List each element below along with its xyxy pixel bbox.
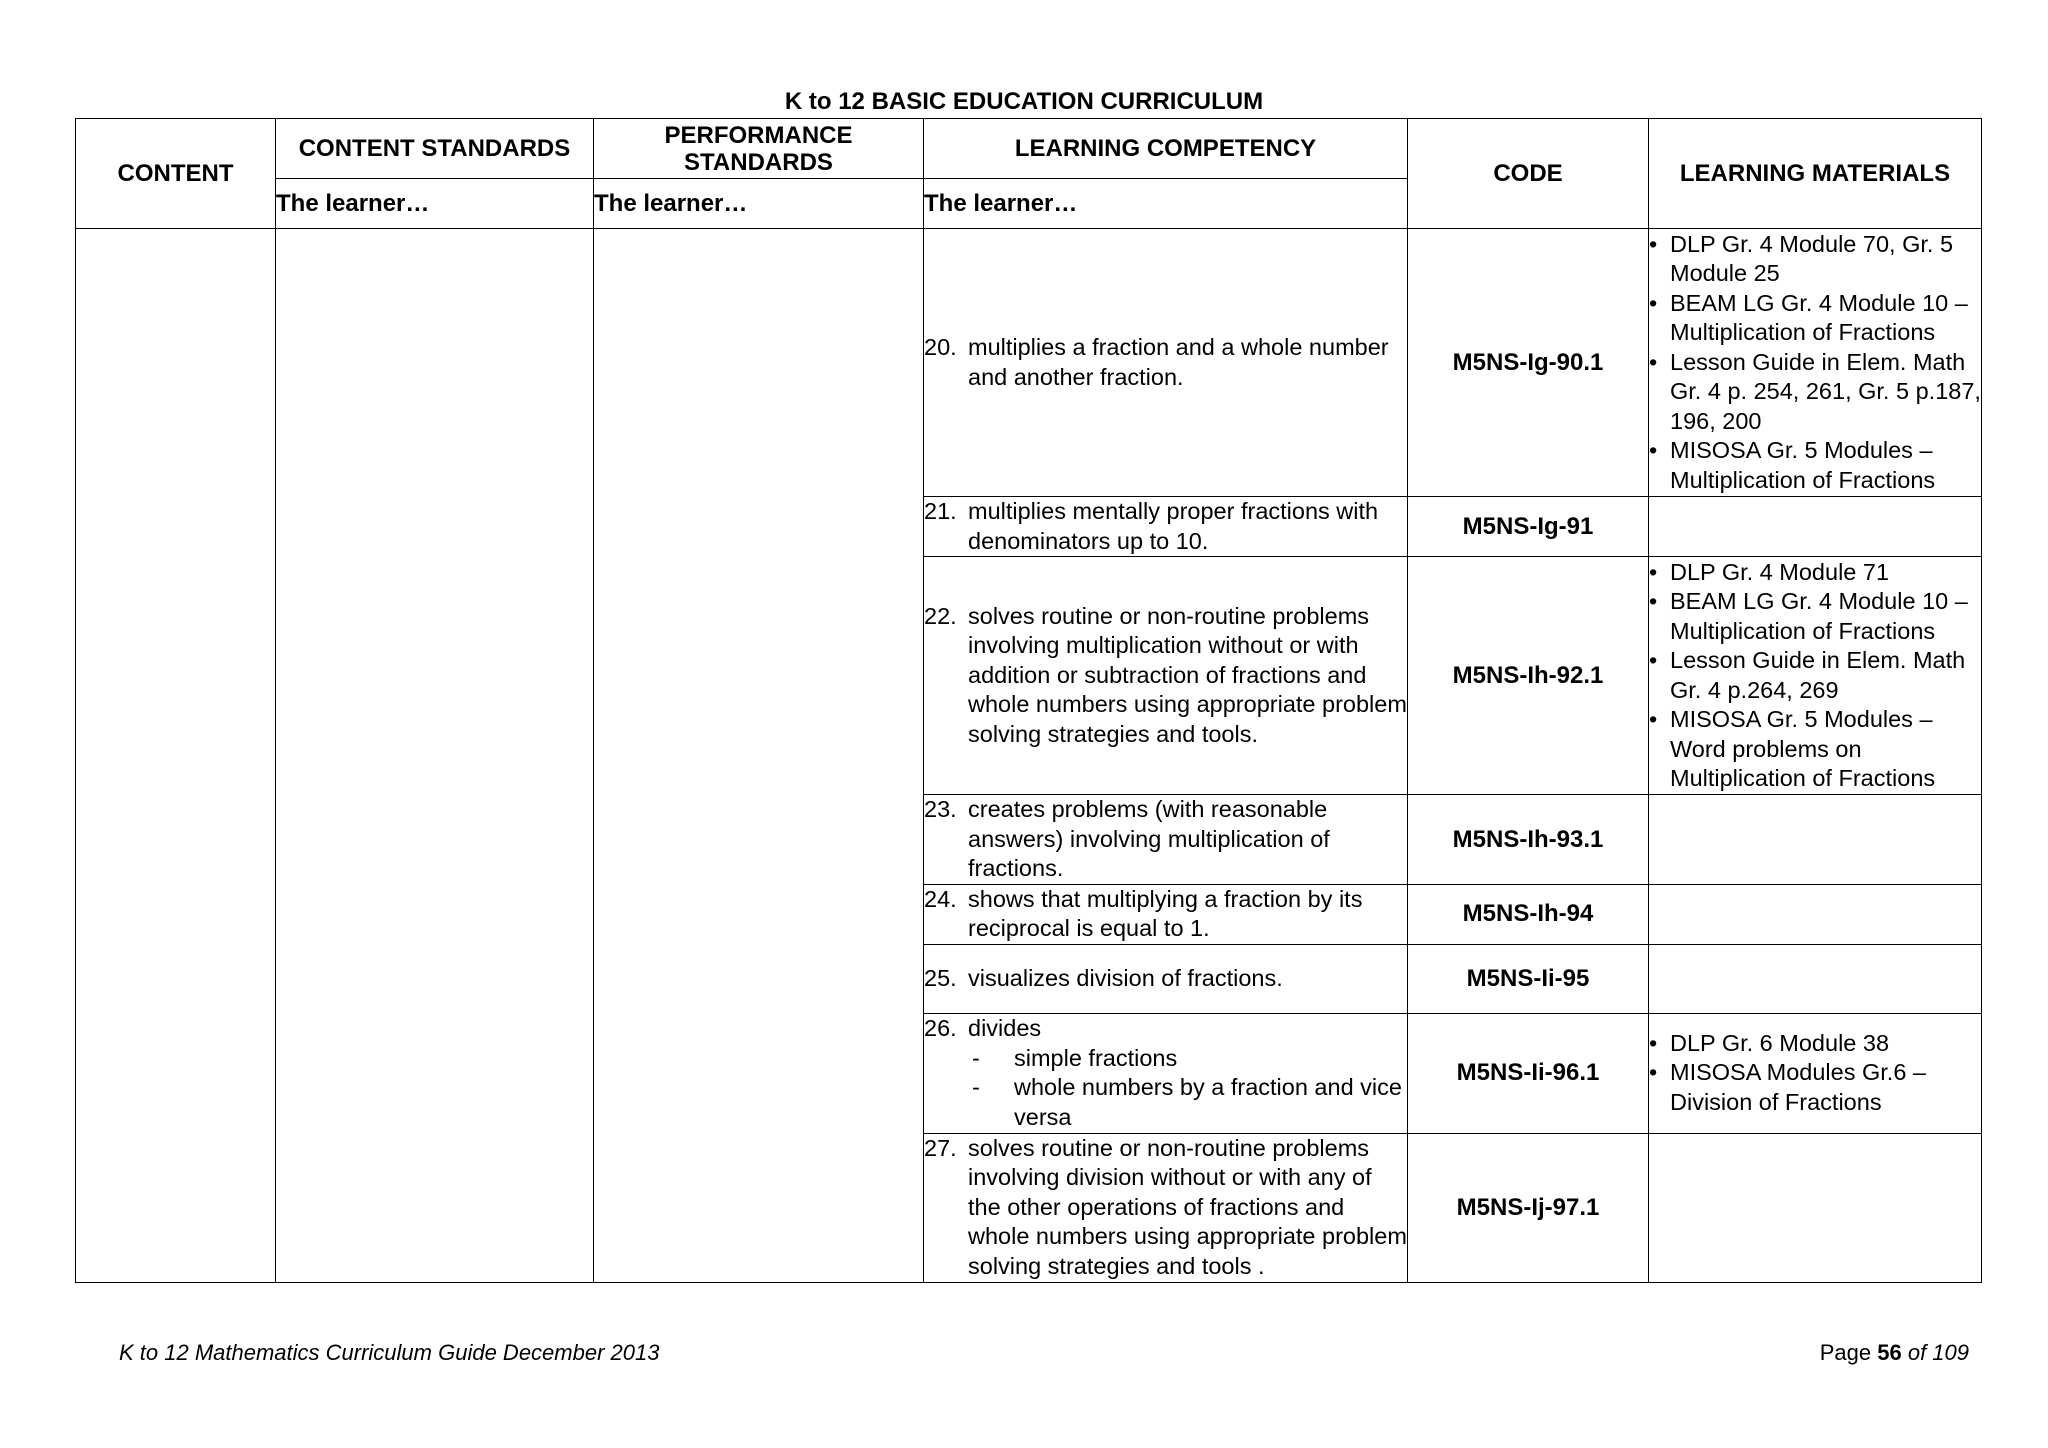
header-code: CODE	[1408, 119, 1649, 229]
competency-text: visualizes division of fractions.	[968, 964, 1283, 991]
competency-text: multiplies mentally proper fractions with denominators up to 10.	[968, 498, 1379, 554]
material-item: • BEAM LG Gr. 4 Module 10 – Multiplication of Fractions	[1649, 289, 1981, 348]
content-standards-cell	[276, 229, 594, 1283]
header-content-standards: CONTENT STANDARDS	[276, 119, 594, 179]
footer-page-number	[1820, 1340, 1969, 1366]
header-learner-cs: The learner…	[276, 179, 594, 229]
bullet-icon: •	[1649, 647, 1658, 673]
bullet-icon: •	[1649, 348, 1658, 375]
competency-cell	[924, 795, 1408, 885]
bullet-icon: •	[1649, 1059, 1658, 1086]
header-content: CONTENT	[76, 119, 276, 229]
material-item: • DLP Gr. 4 Module 70, Gr. 5 Module 25	[1649, 230, 1981, 289]
code-cell: M5NS-Ig-91	[1408, 497, 1649, 557]
page-title: K to 12 BASIC EDUCATION CURRICULUM	[784, 88, 1264, 115]
dash-icon: -	[972, 1044, 980, 1071]
competency-text: solves routine or non-routine problems involving multiplication without or with addition or subtraction of fractions and whole numbers using appropriate problem solving strategies and tools.	[968, 602, 1407, 747]
footer-document-title: K to 12 Mathematics Curriculum Guide December 2013	[119, 1340, 660, 1365]
page-label: Page	[1819, 1340, 1872, 1365]
bullet-icon: •	[1649, 289, 1658, 316]
material-item: • BEAM LG Gr. 4 Module 10 – Multiplication of Fractions	[1649, 587, 1981, 646]
materials-cell	[1649, 557, 1982, 795]
competency-text: shows that multiplying a fraction by its reciprocal is equal to 1.	[968, 885, 1363, 941]
materials-cell	[1649, 1133, 1982, 1282]
bullet-icon: •	[1649, 588, 1658, 614]
header-learning-competency: LEARNING COMPETENCY	[924, 119, 1408, 179]
bullet-icon: •	[1649, 706, 1658, 732]
competency-number: 23.	[924, 796, 957, 822]
code-cell: M5NS-Ij-97.1	[1408, 1133, 1649, 1282]
competency-text: divides	[968, 1015, 1042, 1041]
bullet-icon: •	[1649, 1029, 1658, 1056]
competency-text: solves routine or non-routine problems involving division without or with any of the other operations of fractions and whole numbers using appropriate problem solving strategies and tools .	[968, 1134, 1407, 1279]
header-learner-ps: The learner…	[594, 179, 924, 229]
competency-number: 26.	[924, 1015, 957, 1041]
dash-icon: -	[972, 1074, 980, 1100]
performance-standards-cell	[594, 229, 924, 1283]
competency-number: 22.	[924, 602, 957, 629]
competency-number: 25.	[924, 964, 957, 991]
page-total: of 109	[1907, 1340, 1969, 1365]
competency-cell	[924, 497, 1408, 557]
competency-number: 24.	[924, 885, 957, 912]
material-item: • DLP Gr. 4 Module 71	[1649, 558, 1981, 588]
materials-cell	[1649, 497, 1982, 557]
content-cell	[76, 229, 276, 1283]
header-learning-materials: LEARNING MATERIALS	[1649, 119, 1982, 229]
material-item: • MISOSA Gr. 5 Modules – Word problems on Multiplication of Fractions	[1649, 705, 1981, 794]
competency-cell	[924, 557, 1408, 795]
code-cell: M5NS-Ih-93.1	[1408, 795, 1649, 885]
competency-subitem: - whole numbers by a fraction and vice versa	[968, 1073, 1407, 1132]
material-item: • MISOSA Gr. 5 Modules – Multiplication of Fractions	[1649, 436, 1981, 495]
code-cell: M5NS-Ii-95	[1408, 944, 1649, 1013]
code-cell: M5NS-Ih-94	[1408, 884, 1649, 944]
materials-cell	[1649, 229, 1982, 497]
bullet-icon: •	[1649, 230, 1658, 257]
header-performance-standards: PERFORMANCE STANDARDS	[594, 119, 924, 179]
material-item: • Lesson Guide in Elem. Math Gr. 4 p. 254, 261, Gr. 5 p.187, 196, 200	[1649, 348, 1981, 437]
competency-subitem: - simple fractions	[968, 1044, 1407, 1074]
material-item: • DLP Gr. 6 Module 38	[1649, 1029, 1981, 1059]
competency-text: creates problems (with reasonable answers) involving multiplication of fractions.	[968, 796, 1330, 881]
code-cell: M5NS-Ih-92.1	[1408, 557, 1649, 795]
competency-number: 20.	[924, 334, 957, 360]
materials-cell	[1649, 884, 1982, 944]
materials-cell	[1649, 944, 1982, 1013]
competency-cell	[924, 884, 1408, 944]
materials-cell	[1649, 1013, 1982, 1133]
curriculum-table	[75, 118, 1982, 1283]
code-cell: M5NS-Ii-96.1	[1408, 1013, 1649, 1133]
competency-cell	[924, 944, 1408, 1013]
competency-text: multiplies a fraction and a whole number and another fraction.	[968, 334, 1389, 390]
materials-cell	[1649, 795, 1982, 885]
competency-number: 21.	[924, 498, 957, 524]
competency-cell	[924, 229, 1408, 497]
page-number: 56	[1877, 1340, 1902, 1365]
competency-number: 27.	[924, 1134, 957, 1161]
competency-cell	[924, 1133, 1408, 1282]
competency-cell	[924, 1013, 1408, 1133]
bullet-icon: •	[1649, 437, 1658, 464]
material-item: • Lesson Guide in Elem. Math Gr. 4 p.264, 269	[1649, 646, 1981, 705]
code-cell: M5NS-Ig-90.1	[1408, 229, 1649, 497]
header-learner-lc: The learner…	[924, 179, 1408, 229]
material-item: • MISOSA Modules Gr.6 – Division of Fractions	[1649, 1058, 1981, 1117]
bullet-icon: •	[1649, 558, 1658, 585]
